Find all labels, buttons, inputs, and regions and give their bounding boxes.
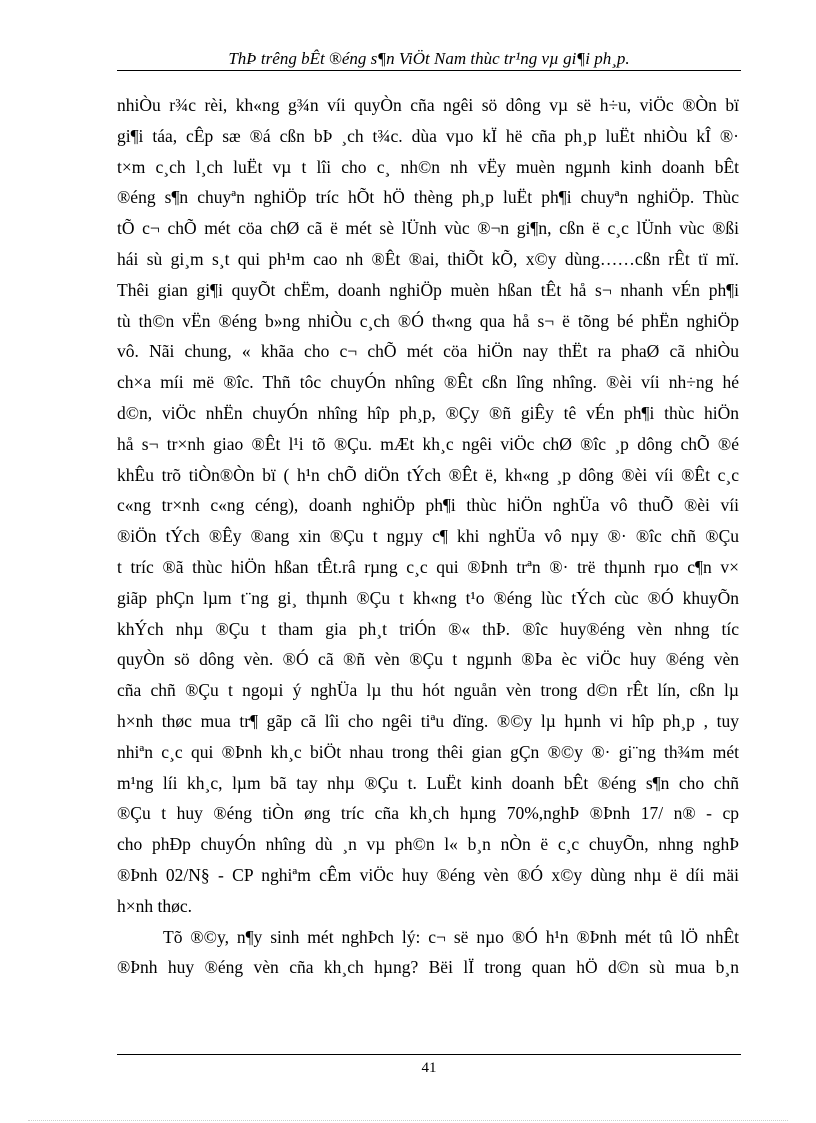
paragraph-2 (117, 922, 739, 984)
text-line: khÝch nhµ ®Çu t tham gia ph¸t triÓn ®« thÞ. ®îc huy®éng vèn nhng tíc (117, 618, 739, 639)
running-header: ThÞ trêng bÊt ®éng s¶n ViÖt Nam thùc tr¹ng vµ gi¶i ph¸p. (228, 49, 630, 68)
text-line: gi¶i táa, cÊp sæ ®á cßn bÞ ¸ch t¾c. dùa vµo kÏ hë cña ph¸p luËt nhiÒu kÎ ®· (117, 125, 739, 146)
text-line: h×nh thøc. (117, 895, 192, 916)
text-line: nhiÒu r¾c rèi, kh«ng g¾n víi quyÒn cña ngêi sö dông vµ së h÷u, viÖc ®Òn bï (117, 95, 739, 115)
text-line: tÕ c¬ chÕ mét cöa chØ cã ë mét sè lÜnh vùc ®¬n gi¶n, cßn ë c¸c lÜnh vùc ®ßi (117, 218, 739, 239)
text-line: d©n, viÖc nhËn chuyÓn nhîng hîp ph¸p, ®Çy ®ñ giÊy tê vÉn ph¶i thùc hiÖn (117, 402, 739, 423)
text-line: c«ng tr×nh c«ng céng), doanh nghiÖp ph¶i thùc hiÖn nghÜa vô thuÕ ®èi víi (117, 495, 739, 516)
text-line: giãp phÇn lµm t¨ng gi¸ thµnh ®Çu t kh«ng t¹o ®éng lùc tÝch cùc ®Ó khuyÕn (117, 587, 739, 608)
text-line: h×nh thøc mua tr¶ gãp cã lîi cho ngêi tiªu dïng. ®©y lµ hµnh vi hîp ph¸p , tuy (117, 710, 739, 731)
text-line: nhiªn c¸c qui ®Þnh kh¸c biÖt nhau trong thêi gian gÇn ®©y ®· gi¨ng th¾m mét (117, 741, 739, 762)
text-line: quyÒn sö dông vèn. ®Ó cã ®ñ vèn ®Çu t ngµnh ®Þa èc viÖc huy ®éng vèn (117, 649, 739, 670)
text-line: cho phÐp chuyÓn nhîng dù ¸n vµ ph©n l« b¸n nÒn ë c¸c chuyÕn, nhng nghÞ (117, 834, 739, 855)
paragraph-1 (117, 90, 739, 922)
page-number: 41 (421, 1060, 437, 1076)
text-line: khÊu trõ tiÒn®Òn bï ( h¹n chÕ diÖn tÝch ®Êt ë, kh«ng ¸p dông ®èi víi ®Êt c¸c (117, 464, 739, 485)
text-line: Tõ ®©y, n¶y sinh mét nghÞch lý: c¬ së nµo ®Ó h¹n ®Þnh mét tû lÖ nhÊt (163, 926, 739, 947)
text-line: vô. Nãi chung, « khãa cho c¬ chÕ mét cöa hiÖn nay thËt ra phaØ cã nhiÒu (117, 341, 739, 362)
text-line: hå s¬ tr×nh giao ®Êt l¹i tõ ®Çu. mÆt kh¸c ngêi viÖc chØ ®îc ¸p dông chÕ ®é (117, 433, 739, 454)
text-line: ®Çu t huy ®éng tiÒn øng tríc cña kh¸ch hµng 70%,nghÞ ®Þnh 17/ n® - cp (117, 803, 739, 824)
text-line: ®Þnh 02/N§ - CP nghiªm cÊm viÖc huy ®éng vèn ®Ó x©y dùng nhµ ë díi mäi (117, 864, 739, 885)
text-line: cña chñ ®Çu t ngoµi ý nghÜa lµ thu hót nguån vèn trong d©n rÊt lín, cßn lµ (117, 680, 739, 701)
text-line: tù th©n vËn ®éng b»ng nhiÒu c¸ch ®Ó th«ng qua hå s¬ ë tõng bé phËn nghiÖp (117, 310, 739, 331)
text-line: Thêi gian gi¶i quyÕt chËm, doanh nghiÖp muèn hßan tÊt hå s¬ nhanh vÉn ph¶i (117, 279, 739, 300)
text-line: ch×a míi më ®îc. Thñ tôc chuyÓn nhîng ®Êt cßn lîng nhîng. ®èi víi nh÷ng hé (117, 372, 739, 393)
page-bottom-edge (28, 1120, 788, 1121)
text-line: t tríc ®ã thùc hiÖn hßan tÊt.râ rµng c¸c qui ®Þnh trªn ®· trë thµnh rµo c¶n v× (117, 556, 739, 577)
text-line: hái sù gi¸m s¸t qui ph¹m cao nh ®Êt ®ai, thiÕt kÕ, x©y dùng……cßn rÊt tï mï. (117, 248, 739, 269)
text-line: ®Þnh huy ®éng vèn cña kh¸ch hµng? Bëi lÏ trong quan hÖ d©n sù mua b¸n (117, 957, 739, 978)
text-line: ®iÖn tÝch ®Êy ®ang xin ®Çu t ngµy c¶ khi nghÜa vô nµy ®· ®îc chñ ®Çu (117, 526, 739, 547)
header-divider (117, 70, 741, 71)
text-line: t×m c¸ch l¸ch luËt vµ t lîi cho c¸ nh©n nh vËy muèn ngµnh kinh doanh bÊt (117, 156, 739, 177)
text-line: ®éng s¶n chuyªn nghiÖp tríc hÕt hÖ thèng ph¸p luËt ph¶i chuyªn nghiÖp. Thùc (117, 187, 739, 208)
text-line: m¹ng líi kh¸c, lµm bã tay nhµ ®Çu t. LuËt kinh doanh bÊt ®éng s¶n cho chñ (117, 772, 739, 793)
footer-divider (117, 1054, 741, 1055)
document-body (117, 90, 739, 983)
